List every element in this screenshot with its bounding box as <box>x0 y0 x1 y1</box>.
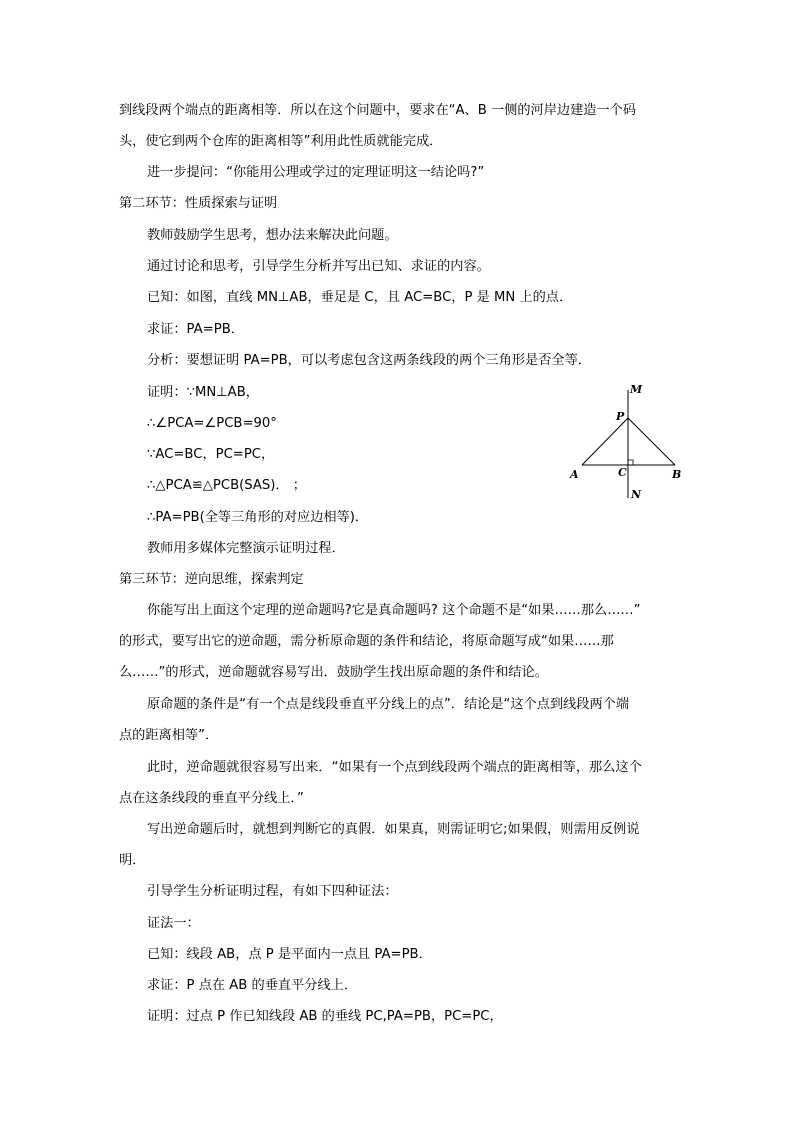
text-line: 明． <box>119 853 146 868</box>
text-line: 点在这条线段的垂直平分线上．” <box>119 791 304 806</box>
proof-line: 证明：∵MN⊥AB， <box>147 385 259 400</box>
text-line: 头，使它到两个仓库的距离相等”利用此性质就能完成． <box>119 134 443 149</box>
text-line: 写出逆命题后时，就想到判断它的真假．如果真，则需证明它;如果假，则需用反例说 <box>147 822 640 837</box>
perpendicular-bisector-figure <box>565 380 690 500</box>
text-line: 你能写出上面这个定理的逆命题吗?它是真命题吗? 这个命题不是“如果……那么……” <box>147 603 641 618</box>
label-b: B <box>672 468 682 481</box>
right-angle-mark <box>628 460 633 465</box>
label-n: N <box>631 488 642 500</box>
text-line: 到线段两个端点的距离相等．所以在这个问题中，要求在“A、B 一侧的河岸边建造一个码 <box>119 103 637 118</box>
text-line: 通过讨论和思考，引导学生分析并写出已知、求证的内容。 <box>147 259 490 274</box>
text-line: 求证：P 点在 AB 的垂直平分线上． <box>147 978 358 993</box>
text-line: 的形式，要写出它的逆命题，需分析原命题的条件和结论，将原命题写成“如果……那 <box>119 634 614 649</box>
text-line: 教师鼓励学生思考，想办法来解决此问题。 <box>147 228 398 243</box>
line-pa <box>582 418 628 465</box>
text-line: 引导学生分析证明过程，有如下四种证法： <box>147 884 398 899</box>
text-line: 求证：PA=PB． <box>147 322 244 337</box>
proof-line: ∵AC=BC，PC=PC， <box>147 447 275 462</box>
text-line: 已知：如图，直线 MN⊥AB，垂足是 C，且 AC=BC，P 是 MN 上的点． <box>147 290 573 305</box>
text-line: 么……”的形式，逆命题就容易写出．鼓励学生找出原命题的条件和结论。 <box>119 665 548 680</box>
text-line: 证明：过点 P 作已知线段 AB 的垂线 PC,PA=PB，PC=PC， <box>147 1009 503 1024</box>
text-line: 原命题的条件是“有一个点是线段垂直平分线上的点”．结论是“这个点到线段两个端 <box>147 697 630 712</box>
text-line: 进一步提问：“你能用公理或学过的定理证明这一结论吗?” <box>147 165 485 180</box>
text-line: 已知：线段 AB，点 P 是平面内一点且 PA=PB． <box>147 947 432 962</box>
text-line: 教师用多媒体完整演示证明过程． <box>147 541 345 556</box>
section-heading: 第三环节：逆向思维，探索判定 <box>119 572 304 587</box>
label-m: M <box>630 383 643 396</box>
text-line: 此时，逆命题就很容易写出来．“如果有一个点到线段两个端点的距离相等，那么这个 <box>147 760 642 775</box>
text-line: 点的距离相等”． <box>119 728 219 743</box>
proof-line: ∴∠PCA=∠PCB=90° <box>147 416 277 431</box>
line-pb <box>628 418 675 465</box>
proof-line: ∴PA=PB(全等三角形的对应边相等)． <box>147 510 369 525</box>
label-p: P <box>616 410 625 423</box>
text-line: 证法一： <box>147 916 200 931</box>
text-line: 分析：要想证明 PA=PB，可以考虑包含这两条线段的两个三角形是否全等． <box>147 353 591 368</box>
label-c: C <box>618 466 627 479</box>
section-heading: 第二环节：性质探索与证明 <box>119 196 278 211</box>
proof-line: ∴△PCA≌△PCB(SAS)． ； <box>147 478 306 493</box>
label-a: A <box>570 468 579 481</box>
